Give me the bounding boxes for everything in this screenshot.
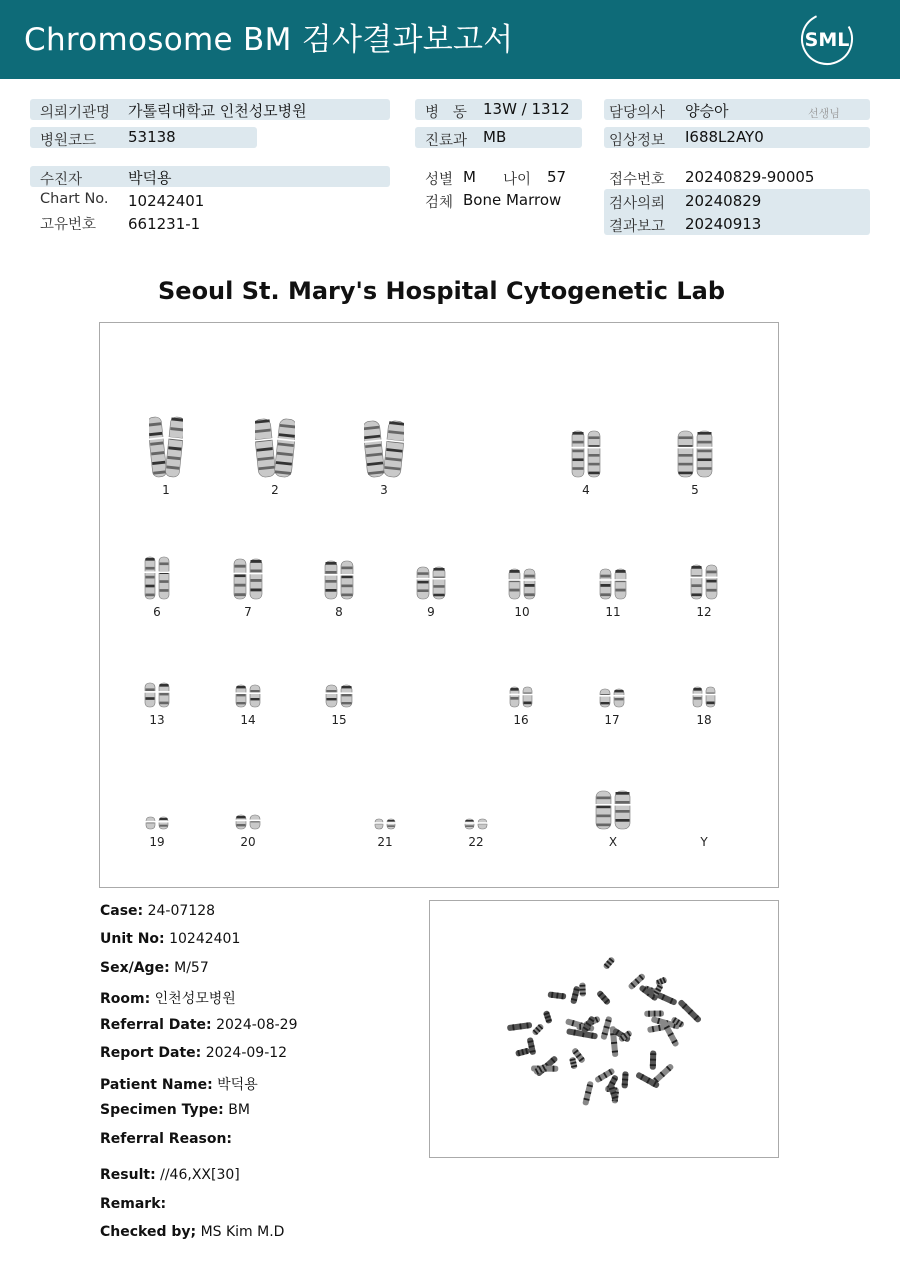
unique-value: 661231-1 — [128, 215, 201, 233]
remark-line — [100, 1196, 166, 1212]
chromosome-label-14: 14 — [240, 713, 256, 727]
examinee-value: 박덕용 — [128, 169, 172, 187]
chromosome-pair-16 — [509, 686, 533, 708]
metaphase-chromosome — [507, 1022, 532, 1031]
chromosome-pair-22 — [464, 818, 488, 830]
checked-label: Checked by; — [100, 1224, 197, 1240]
chromosome-label-2: 2 — [271, 483, 279, 497]
unit-label: Unit No: — [100, 931, 165, 947]
referral-date-label: Referral Date: — [100, 1017, 212, 1033]
metaphase-chromosome — [622, 1071, 629, 1088]
result-label: Result: — [100, 1167, 156, 1183]
age-value: 57 — [547, 168, 567, 186]
chromosome-label-5: 5 — [691, 483, 699, 497]
ward-label: 병 동 — [425, 105, 467, 121]
metaphase-chromosome — [569, 1057, 578, 1070]
doctor-value: 양승아 — [685, 102, 729, 120]
chromosome-pair-20 — [235, 814, 261, 830]
metaphase-spread-image — [430, 901, 778, 1157]
report-value: 20240913 — [685, 215, 762, 233]
specimen-type-value: BM — [228, 1102, 250, 1118]
request-value: 20240829 — [685, 192, 762, 210]
patient-name-label: Patient Name: — [100, 1077, 213, 1093]
chromosome-label-10: 10 — [514, 605, 530, 619]
chromosome-pair-8 — [324, 560, 354, 600]
chromosome-label-1: 1 — [162, 483, 170, 497]
chromosome-label-17: 17 — [604, 713, 620, 727]
report-date-value: 2024-09-12 — [205, 1045, 288, 1061]
lab-title: Seoul St. Mary's Hospital Cytogenetic Lab — [158, 277, 725, 305]
receipt-value: 20240829-90005 — [685, 168, 815, 186]
chromosome-pair-5 — [677, 430, 713, 478]
hospital-code-value: 53138 — [128, 128, 176, 146]
chromosome-label-4: 4 — [582, 483, 590, 497]
specimen-label: 검체 — [425, 195, 454, 211]
chromosome-label-3: 3 — [380, 483, 388, 497]
institution-label: 의뢰기관명 — [40, 105, 111, 121]
metaphase-chromosome — [596, 990, 611, 1006]
metaphase-chromosome — [548, 991, 567, 999]
room-value: 인천성모병원 — [154, 991, 236, 1007]
chart-value: 10242401 — [128, 192, 205, 210]
chromosome-pair-18 — [692, 686, 716, 708]
room-line — [100, 988, 236, 1008]
metaphase-chromosome — [515, 1047, 530, 1056]
doctor-suffix: 선생님 — [808, 107, 840, 120]
chromosome-pair-14 — [235, 684, 261, 708]
specimen-type-line — [100, 1102, 250, 1118]
metaphase-chromosome — [650, 1050, 657, 1069]
referral-reason-label: Referral Reason: — [100, 1131, 233, 1147]
receipt-label: 접수번호 — [609, 172, 666, 188]
room-label: Room: — [100, 991, 151, 1007]
chromosome-pair-21 — [374, 818, 396, 830]
metaphase-chromosome — [570, 986, 580, 1005]
chromosome-pair-15 — [325, 684, 353, 708]
examinee-label: 수진자 — [40, 172, 83, 188]
chromosome-pair-17 — [599, 688, 625, 708]
metaphase-chromosome — [677, 999, 702, 1024]
patient-name-value: 박덕용 — [217, 1077, 258, 1093]
chromosome-label-18: 18 — [696, 713, 712, 727]
clinical-label: 임상정보 — [609, 133, 666, 149]
unique-label: 고유번호 — [40, 217, 97, 233]
unit-value: 10242401 — [169, 931, 241, 947]
metaphase-chromosome — [579, 983, 586, 997]
chromosome-label-8: 8 — [335, 605, 343, 619]
sex-label: 성별 — [425, 172, 454, 188]
chart-label: Chart No. — [40, 191, 109, 207]
result-line — [100, 1167, 240, 1183]
report-header — [0, 0, 900, 79]
ward-value: 13W / 1312 — [483, 100, 570, 118]
department-label: 진료과 — [425, 133, 468, 149]
chromosome-pair-19 — [145, 816, 169, 830]
sexage-label: Sex/Age: — [100, 960, 170, 976]
chromosome-pair-7 — [233, 558, 263, 600]
chromosome-pair-1 — [149, 416, 183, 478]
report-label: 결과보고 — [609, 219, 666, 235]
unit-line — [100, 931, 240, 947]
checked-value: MS Kim M.D — [200, 1224, 285, 1240]
report-title: Chromosome BM 검사결과보고서 — [24, 22, 514, 58]
chromosome-pair-X — [595, 790, 631, 830]
case-line — [100, 903, 215, 919]
doctor-label: 담당의사 — [609, 105, 666, 121]
chromosome-label-6: 6 — [153, 605, 161, 619]
sexage-value: M/57 — [174, 960, 209, 976]
chromosome-pair-9 — [416, 566, 446, 600]
specimen-type-label: Specimen Type: — [100, 1102, 224, 1118]
chromosome-label-7: 7 — [244, 605, 252, 619]
metaphase-chromosome — [603, 956, 616, 970]
sml-logo — [800, 12, 854, 66]
remark-label: Remark: — [100, 1196, 167, 1212]
patient-name-line — [100, 1074, 258, 1094]
karyogram-panel — [99, 322, 779, 888]
referral-reason-line — [100, 1131, 232, 1147]
metaphase-chromosome — [644, 1011, 664, 1017]
chromosome-label-20: 20 — [240, 835, 256, 849]
chromosome-pair-10 — [508, 568, 536, 600]
band-examinee — [30, 166, 390, 187]
department-value: MB — [483, 128, 507, 146]
case-label: Case: — [100, 903, 144, 919]
result-value: //46,XX[30] — [160, 1167, 240, 1183]
chromosome-label-Y: Y — [700, 835, 708, 849]
specimen-value: Bone Marrow — [463, 191, 562, 209]
report-date-label: Report Date: — [100, 1045, 202, 1061]
chromosome-label-11: 11 — [605, 605, 621, 619]
clinical-value: I688L2AY0 — [685, 128, 764, 146]
chromosome-label-9: 9 — [427, 605, 435, 619]
case-value: 24-07128 — [147, 903, 216, 919]
request-label: 검사의뢰 — [609, 196, 666, 212]
referral-date-value: 2024-08-29 — [216, 1017, 298, 1033]
report-date-line — [100, 1045, 287, 1061]
chromosome-label-X: X — [608, 835, 618, 849]
chromosome-label-22: 22 — [468, 835, 484, 849]
sex-value: M — [463, 168, 476, 186]
chromosome-label-19: 19 — [149, 835, 165, 849]
hospital-code-label: 병원코드 — [40, 133, 97, 149]
chromosome-label-15: 15 — [331, 713, 347, 727]
chromosome-pair-6 — [144, 556, 170, 600]
institution-value: 가톨릭대학교 인천성모병원 — [128, 102, 307, 120]
metaphase-panel — [429, 900, 779, 1158]
chromosome-pair-12 — [690, 564, 718, 600]
chromosome-pair-4 — [571, 430, 601, 478]
metaphase-chromosome — [543, 1010, 553, 1024]
metaphase-chromosome — [531, 1023, 544, 1036]
chromosome-label-21: 21 — [377, 835, 393, 849]
age-label: 나이 — [503, 172, 532, 188]
chromosome-label-13: 13 — [149, 713, 165, 727]
chromosome-label-12: 12 — [696, 605, 712, 619]
sexage-line — [100, 960, 209, 976]
chromosome-pair-13 — [144, 682, 170, 708]
logo-text: SML — [804, 29, 850, 51]
metaphase-chromosome — [582, 1081, 594, 1106]
chromosome-pair-3 — [364, 420, 404, 478]
chromosome-label-16: 16 — [513, 713, 529, 727]
chromosome-pair-2 — [255, 418, 295, 478]
referral-date-line — [100, 1017, 297, 1033]
chromosome-pair-11 — [599, 568, 627, 600]
checked-line — [100, 1224, 284, 1240]
